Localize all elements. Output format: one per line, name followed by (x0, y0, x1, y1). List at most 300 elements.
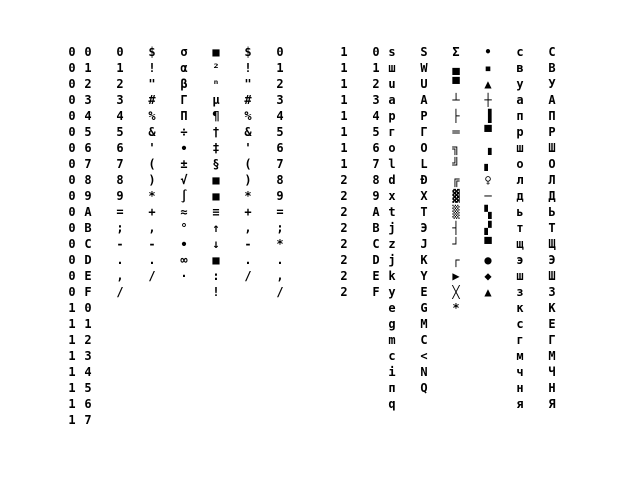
glyph-cell: 6 (116, 141, 124, 155)
glyph-cell: - (116, 237, 124, 251)
glyph-column (272, 44, 288, 428)
glyph-column (64, 44, 80, 428)
glyph-cell: 4 (276, 109, 284, 123)
glyph-column (544, 44, 560, 428)
glyph-cell: ; (276, 221, 284, 235)
glyph-cell: α (180, 61, 188, 75)
glyph-cell: L (420, 157, 428, 171)
glyph-cell: / (276, 285, 284, 299)
glyph-cell: 2 (84, 333, 92, 347)
glyph-cell: T (420, 205, 428, 219)
glyph-column (480, 44, 496, 428)
glyph-cell: ▶ (452, 269, 460, 283)
glyph-cell: * (148, 189, 156, 203)
glyph-cell: 3 (116, 93, 124, 107)
glyph-cell: K (420, 253, 428, 267)
glyph-cell: S (420, 45, 428, 59)
glyph-cell: 2 (340, 173, 348, 187)
glyph-cell: ⁿ (212, 77, 220, 91)
glyph-cell: 0 (68, 205, 76, 219)
glyph-cell: N (420, 365, 428, 379)
glyph-cell: 6 (372, 141, 380, 155)
glyph-cell: 1 (68, 301, 76, 315)
glyph-cell: ■ (212, 173, 220, 187)
glyph-cell: 1 (68, 365, 76, 379)
glyph-cell: ш (516, 141, 524, 155)
glyph-column (176, 44, 192, 428)
glyph-cell: п (516, 109, 524, 123)
glyph-cell: U (420, 77, 428, 91)
glyph-cell: ▀ (484, 125, 492, 139)
glyph-cell: B (372, 221, 380, 235)
glyph-cell: G (420, 301, 428, 315)
glyph-cell: м (516, 349, 524, 363)
glyph-cell: Q (420, 381, 428, 395)
glyph-cell: 3 (84, 349, 92, 363)
glyph-cell: с (388, 349, 396, 363)
glyph-cell: С (548, 45, 556, 59)
glyph-cell: ┴ (452, 93, 460, 107)
glyph-cell: 5 (84, 381, 92, 395)
glyph-cell: ↓ (212, 237, 220, 251)
glyph-cell: Н (548, 381, 556, 395)
glyph-cell: 3 (84, 93, 92, 107)
glyph-cell: 8 (372, 173, 380, 187)
glyph-cell: Γ (180, 93, 188, 107)
glyph-cell: - (148, 237, 156, 251)
glyph-cell: ∞ (180, 253, 188, 267)
glyph-cell: k (388, 269, 396, 283)
glyph-cell: 2 (340, 189, 348, 203)
glyph-cell: 1 (340, 61, 348, 75)
glyph-cell: 0 (68, 285, 76, 299)
glyph-cell: ; (116, 221, 124, 235)
glyph-cell: 1 (340, 125, 348, 139)
glyph-cell: 7 (84, 413, 92, 427)
glyph-cell: 0 (68, 125, 76, 139)
glyph-cell: ▗ (484, 141, 492, 155)
glyph-cell: Ш (548, 141, 556, 155)
glyph-cell: / (244, 269, 252, 283)
glyph-cell: 4 (372, 109, 380, 123)
glyph-cell: 0 (68, 237, 76, 251)
glyph-cell: ▲ (484, 77, 492, 91)
glyph-cell: + (148, 205, 156, 219)
glyph-cell: 0 (68, 253, 76, 267)
glyph-column (512, 44, 528, 428)
glyph-cell: ▒ (452, 205, 460, 219)
glyph-cell: н (516, 381, 524, 395)
glyph-cell: О (420, 141, 428, 155)
glyph-cell: 1 (340, 157, 348, 171)
glyph-cell: 2 (116, 77, 124, 91)
glyph-cell: 0 (68, 173, 76, 187)
glyph-cell: М (548, 349, 556, 363)
glyph-cell: в (516, 61, 524, 75)
glyph-cell: § (212, 157, 220, 171)
glyph-cell: Г (420, 125, 428, 139)
glyph-cell: ± (180, 157, 188, 171)
glyph-cell: . (276, 253, 284, 267)
glyph-cell: ↑ (212, 221, 220, 235)
glyph-cell: J (420, 237, 428, 251)
glyph-cell: 0 (68, 157, 76, 171)
glyph-cell: 0 (68, 77, 76, 91)
glyph-cell: 1 (116, 61, 124, 75)
glyph-cell: 0 (68, 189, 76, 203)
glyph-cell: 0 (68, 93, 76, 107)
glyph-cell: Д (548, 189, 556, 203)
glyph-cell: У (548, 77, 556, 91)
glyph-cell: 0 (68, 141, 76, 155)
glyph-cell: ■ (212, 45, 220, 59)
glyph-cell: 0 (68, 61, 76, 75)
glyph-cell: 7 (116, 157, 124, 171)
glyph-cell: + (244, 205, 252, 219)
glyph-cell: j (388, 221, 396, 235)
glyph-cell: ▓ (452, 189, 460, 203)
glyph-cell: з (516, 285, 524, 299)
glyph-cell: р (516, 125, 524, 139)
glyph-cell: 1 (340, 109, 348, 123)
glyph-cell: = (116, 205, 124, 219)
glyph-cell: d (388, 173, 396, 187)
glyph-cell: Щ (548, 237, 556, 251)
glyph-cell: ² (212, 61, 220, 75)
glyph-cell: C (372, 237, 380, 251)
glyph-cell: 2 (340, 205, 348, 219)
glyph-cell: ь (516, 205, 524, 219)
glyph-cell: Т (548, 221, 556, 235)
glyph-cell: г (388, 125, 396, 139)
glyph-cell: , (276, 269, 284, 283)
glyph-cell: 0 (116, 45, 124, 59)
glyph-cell: ■ (212, 189, 220, 203)
glyph-cell: ∙ (180, 237, 188, 251)
glyph-cell: ─ (484, 189, 492, 203)
glyph-cell: э (516, 253, 524, 267)
glyph-cell: 0 (68, 269, 76, 283)
glyph-cell: 9 (372, 189, 380, 203)
glyph-cell: ! (212, 285, 220, 299)
glyph-cell: ┌ (452, 253, 460, 267)
glyph-cell: ┘ (452, 237, 460, 251)
glyph-column (384, 44, 400, 428)
glyph-cell: ѕ (388, 45, 396, 59)
glyph-cell: A (84, 205, 92, 219)
glyph-cell: µ (212, 93, 220, 107)
glyph-cell: % (244, 109, 252, 123)
glyph-cell: ▞ (484, 221, 492, 235)
glyph-cell: 1 (340, 93, 348, 107)
glyph-cell: C (420, 333, 428, 347)
glyph-cell: е (388, 301, 396, 315)
glyph-cell: Ч (548, 365, 556, 379)
glyph-cell: 8 (116, 173, 124, 187)
glyph-cell: " (244, 77, 252, 91)
glyph-cell: 1 (84, 317, 92, 331)
glyph-cell: ╔ (452, 173, 460, 187)
glyph-cell: о (388, 141, 396, 155)
glyph-cell: 2 (340, 237, 348, 251)
glyph-cell: о (516, 157, 524, 171)
glyph-cell: & (244, 125, 252, 139)
glyph-cell: ! (244, 61, 252, 75)
glyph-cell: & (148, 125, 156, 139)
glyph-cell: E (420, 285, 428, 299)
glyph-cell: . (116, 253, 124, 267)
glyph-cell: 6 (276, 141, 284, 155)
glyph-cell: ‡ (212, 141, 220, 155)
glyph-cell: 8 (276, 173, 284, 187)
glyph-cell: 2 (276, 77, 284, 91)
glyph-cell: 5 (372, 125, 380, 139)
glyph-cell: 7 (84, 157, 92, 171)
glyph-column (240, 44, 256, 428)
glyph-cell: л (516, 173, 524, 187)
glyph-cell: 3 (372, 93, 380, 107)
glyph-cell: ¶ (212, 109, 220, 123)
glyph-cell: ! (148, 61, 156, 75)
glyph-cell: W (420, 61, 428, 75)
glyph-cell: ▀ (484, 237, 492, 251)
glyph-cell: 4 (84, 365, 92, 379)
glyph-cell: 1 (68, 333, 76, 347)
glyph-cell: / (116, 285, 124, 299)
glyph-cell: 7 (372, 157, 380, 171)
glyph-cell: 5 (116, 125, 124, 139)
glyph-cell: З (548, 285, 556, 299)
glyph-cell: щ (516, 237, 524, 251)
glyph-cell: т (516, 221, 524, 235)
glyph-cell: ═ (452, 125, 460, 139)
glyph-cell: 1 (340, 77, 348, 91)
glyph-cell: $ (148, 45, 156, 59)
glyph-column (144, 44, 160, 428)
glyph-cell: ▲ (484, 285, 492, 299)
glyph-cell: F (84, 285, 92, 299)
glyph-cell: ┤ (452, 221, 460, 235)
glyph-cell: ) (244, 173, 252, 187)
glyph-cell: 0 (68, 109, 76, 123)
glyph-cell: D (84, 253, 92, 267)
glyph-cell: t (388, 205, 396, 219)
glyph-cell: 6 (84, 141, 92, 155)
glyph-cell: ■ (212, 253, 220, 267)
glyph-cell: X (420, 189, 428, 203)
glyph-cell: 6 (84, 397, 92, 411)
glyph-cell: к (516, 301, 524, 315)
glyph-cell: Y (420, 269, 428, 283)
glyph-cell: q (388, 397, 396, 411)
glyph-cell: . (148, 253, 156, 267)
glyph-cell: u (388, 77, 396, 91)
glyph-cell: ╗ (452, 141, 460, 155)
glyph-cell: , (116, 269, 124, 283)
glyph-cell: К (548, 301, 556, 315)
glyph-cell: l (388, 157, 396, 171)
glyph-cell: ● (484, 253, 492, 267)
glyph-cell: ▪ (484, 61, 492, 75)
glyph-cell: 1 (68, 413, 76, 427)
glyph-cell: п (388, 381, 396, 395)
glyph-cell: 5 (276, 125, 284, 139)
glyph-cell: < (420, 349, 428, 363)
glyph-cell: % (148, 109, 156, 123)
glyph-cell: √ (180, 173, 188, 187)
glyph-column (448, 44, 464, 428)
glyph-column (336, 44, 352, 428)
glyph-cell: Р (548, 125, 556, 139)
glyph-cell: * (244, 189, 252, 203)
glyph-cell: * (452, 301, 460, 315)
glyph-cell: ♀ (484, 173, 492, 187)
glyph-cell: ◆ (484, 269, 492, 283)
glyph-cell: , (148, 221, 156, 235)
glyph-cell: M (420, 317, 428, 331)
glyph-cell: О (548, 157, 556, 171)
glyph-cell: ∙ (180, 141, 188, 155)
glyph-column (416, 44, 432, 428)
glyph-cell: ▄ (452, 61, 460, 75)
glyph-cell: 1 (68, 317, 76, 331)
glyph-cell: А (548, 93, 556, 107)
glyph-cell: ≡ (212, 205, 220, 219)
glyph-cell: , (244, 221, 252, 235)
glyph-cell: $ (244, 45, 252, 59)
glyph-cell: х (388, 189, 396, 203)
glyph-cell: у (516, 77, 524, 91)
glyph-cell: Э (420, 221, 428, 235)
glyph-cell: а (516, 93, 524, 107)
glyph-cell: A (372, 205, 380, 219)
glyph-cell: 4 (116, 109, 124, 123)
glyph-cell: 1 (68, 349, 76, 363)
glyph-cell: а (388, 93, 396, 107)
glyph-cell: " (148, 77, 156, 91)
glyph-cell: 1 (340, 45, 348, 59)
glyph-cell: 1 (84, 61, 92, 75)
glyph-cell: 7 (276, 157, 284, 171)
glyph-cell: 9 (276, 189, 284, 203)
glyph-cell: 1 (372, 61, 380, 75)
glyph-cell: Г (548, 333, 556, 347)
glyph-cell: / (148, 269, 156, 283)
glyph-cell: E (372, 269, 380, 283)
glyph-cell: E (84, 269, 92, 283)
glyph-cell: ° (180, 221, 188, 235)
glyph-cell: 2 (340, 221, 348, 235)
glyph-cell: ≈ (180, 205, 188, 219)
glyph-cell: 4 (84, 109, 92, 123)
glyph-cell: z (388, 237, 396, 251)
glyph-cell: П (548, 109, 556, 123)
glyph-cell: ) (148, 173, 156, 187)
glyph-cell: д (516, 189, 524, 203)
glyph-cell: ' (148, 141, 156, 155)
glyph-cell: 2 (340, 269, 348, 283)
glyph-cell: = (276, 205, 284, 219)
glyph-cell: 8 (84, 173, 92, 187)
glyph-cell: г (516, 333, 524, 347)
glyph-column (112, 44, 128, 428)
glyph-cell: В (548, 61, 556, 75)
glyph-cell: g (388, 317, 396, 331)
glyph-cell: 5 (84, 125, 92, 139)
glyph-cell: Ь (548, 205, 556, 219)
glyph-cell: 3 (276, 93, 284, 107)
glyph-column (208, 44, 224, 428)
glyph-cell: i (388, 365, 396, 379)
glyph-cell: † (212, 125, 220, 139)
glyph-cell: # (244, 93, 252, 107)
glyph-cell: Ð (420, 173, 428, 187)
glyph-cell: ( (148, 157, 156, 171)
glyph-cell: 0 (68, 221, 76, 235)
glyph-cell: ÷ (180, 125, 188, 139)
glyph-cell: m (388, 333, 396, 347)
glyph-cell: ▖ (484, 157, 492, 171)
glyph-cell: 1 (276, 61, 284, 75)
glyph-cell: * (276, 237, 284, 251)
glyph-cell: Я (548, 397, 556, 411)
glyph-cell: 0 (372, 45, 380, 59)
glyph-cell: Π (180, 109, 188, 123)
glyph-cell: с (516, 317, 524, 331)
glyph-cell: 9 (116, 189, 124, 203)
glyph-cell: Л (548, 173, 556, 187)
glyph-cell: ├ (452, 109, 460, 123)
glyph-cell: F (372, 285, 380, 299)
glyph-cell: β (180, 77, 188, 91)
glyph-cell: 1 (68, 381, 76, 395)
glyph-cell: ш (388, 61, 396, 75)
glyph-cell: 2 (372, 77, 380, 91)
glyph-cell: ▀ (452, 77, 460, 91)
glyph-cell: ш (516, 269, 524, 283)
glyph-column (368, 44, 384, 428)
glyph-cell: D (372, 253, 380, 267)
glyph-cell: Э (548, 253, 556, 267)
glyph-cell: 1 (340, 141, 348, 155)
glyph-cell: 9 (84, 189, 92, 203)
glyph-cell: · (180, 269, 188, 283)
glyph-cell: : (212, 269, 220, 283)
glyph-cell: ╳ (452, 285, 460, 299)
glyph-cell: 0 (84, 301, 92, 315)
glyph-cell: 2 (84, 77, 92, 91)
glyph-cell: ( (244, 157, 252, 171)
glyph-cell: C (84, 237, 92, 251)
glyph-cell: я (516, 397, 524, 411)
glyph-cell: Е (548, 317, 556, 331)
glyph-column (80, 44, 96, 428)
glyph-cell: # (148, 93, 156, 107)
glyph-cell: ' (244, 141, 252, 155)
glyph-cell: σ (180, 45, 188, 59)
glyph-cell: 0 (68, 45, 76, 59)
glyph-cell: . (244, 253, 252, 267)
glyph-cell: у (388, 285, 396, 299)
glyph-cell: B (84, 221, 92, 235)
glyph-cell: j (388, 253, 396, 267)
glyph-cell: ч (516, 365, 524, 379)
glyph-cell: • (484, 45, 492, 59)
glyph-cell: p (388, 109, 396, 123)
glyph-cell: Σ (452, 45, 460, 59)
glyph-cell: 2 (340, 253, 348, 267)
glyph-cell: ╝ (452, 157, 460, 171)
